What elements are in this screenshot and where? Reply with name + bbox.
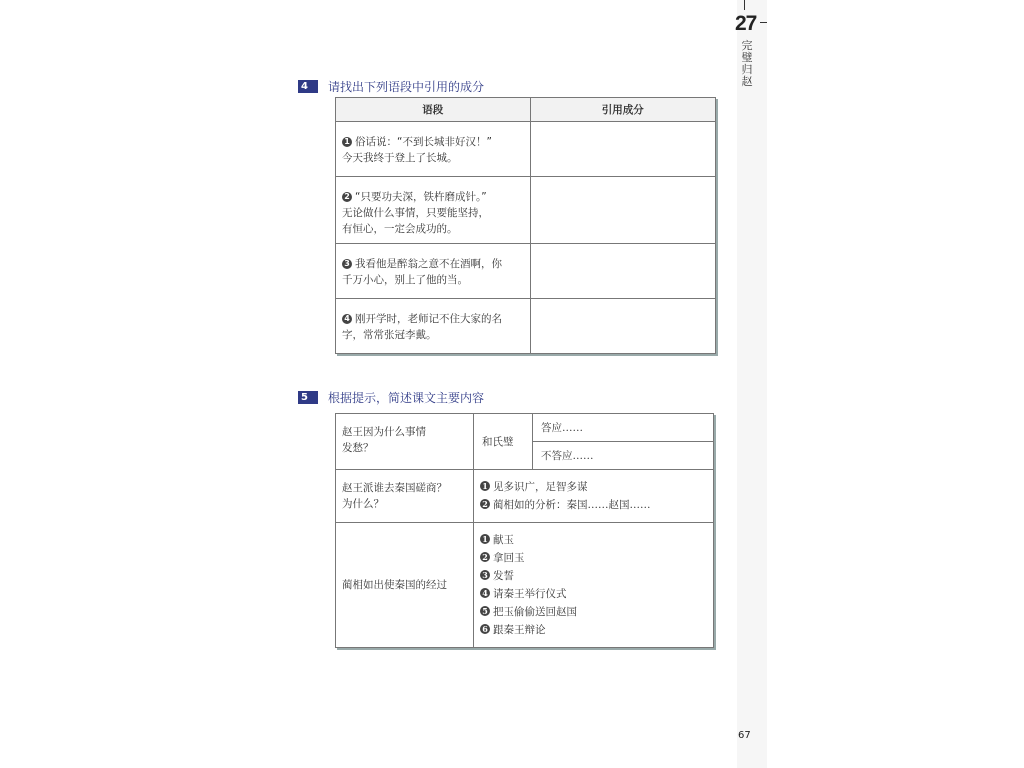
prompt-cell: 赵王派谁去秦国磋商？ 为什么？	[336, 470, 474, 523]
option-text: 不答应……	[541, 450, 594, 462]
answer-cell[interactable]	[530, 122, 715, 177]
table-header-row	[336, 98, 716, 122]
hint-subtable	[474, 414, 713, 469]
item-number: 1	[480, 534, 490, 544]
lesson-title: 完 璧 归 赵	[741, 39, 753, 88]
section-5-heading	[298, 389, 484, 406]
item-number: 2	[342, 192, 352, 202]
item-number: 3	[480, 570, 490, 580]
table-row	[336, 470, 714, 523]
passage-cell: 2 “只要功夫深，铁杵磨成针。” 无论做什么事情，只要能坚持， 有恒心，一定会成功的。	[336, 177, 531, 244]
item-number: 1	[480, 481, 490, 491]
hint-label: 和氏璧	[474, 414, 533, 469]
answer-cell[interactable]	[530, 177, 715, 244]
table-row	[336, 122, 716, 177]
item-number: 2	[480, 499, 490, 509]
hint-list-cell: 1 献玉 2 拿回玉 3 发誓 4 请秦王举行仪式 5 把玉偷偷送回赵国 6 跟秦王辩论	[474, 523, 714, 648]
prompt-cell: 赵王因为什么事情 发愁？	[336, 414, 474, 470]
option-text: 答应……	[533, 414, 714, 442]
item-number: 3	[342, 259, 352, 269]
passage-cell: 1 俗话说：“不到长城非好汉！” 今天我终于登上了长城。	[336, 122, 531, 177]
table-row	[336, 244, 716, 299]
table-row	[336, 299, 716, 354]
section-title: 根据提示，简述课文主要内容	[328, 391, 485, 405]
answer-cell[interactable]	[530, 299, 715, 354]
margin-strip	[737, 0, 767, 768]
page-number: 67	[738, 730, 751, 741]
section-number-badge: 4	[298, 80, 318, 93]
answer-cell[interactable]	[530, 244, 715, 299]
margin-tick	[744, 0, 745, 10]
quotation-table	[335, 97, 716, 354]
prompt-cell: 蔺相如出使秦国的经过	[336, 523, 474, 648]
table-row	[336, 177, 716, 244]
column-header: 语段	[336, 98, 531, 122]
lesson-number: 27	[735, 12, 757, 35]
item-number: 2	[480, 552, 490, 562]
item-number: 6	[480, 624, 490, 634]
answer-area	[474, 414, 714, 470]
item-number: 4	[480, 588, 490, 598]
table-row	[336, 523, 714, 648]
hint-list-cell: 1 见多识广，足智多谋 2 蔺相如的分析：秦国……赵国……	[474, 470, 714, 523]
section-title: 请找出下列语段中引用的成分	[328, 80, 485, 94]
item-number: 1	[342, 137, 352, 147]
passage-cell: 4 刚开学时，老师记不住大家的名 字，常常张冠李戴。	[336, 299, 531, 354]
passage-cell: 3 我看他是醉翁之意不在酒啊，你 千万小心，别上了他的当。	[336, 244, 531, 299]
section-number-badge: 5	[298, 391, 318, 404]
table-row	[336, 414, 714, 470]
section-4-heading	[298, 78, 484, 95]
margin-tick	[760, 22, 767, 23]
item-number: 5	[480, 606, 490, 616]
item-number: 4	[342, 314, 352, 324]
column-header: 引用成分	[530, 98, 715, 122]
summary-table	[335, 413, 714, 648]
